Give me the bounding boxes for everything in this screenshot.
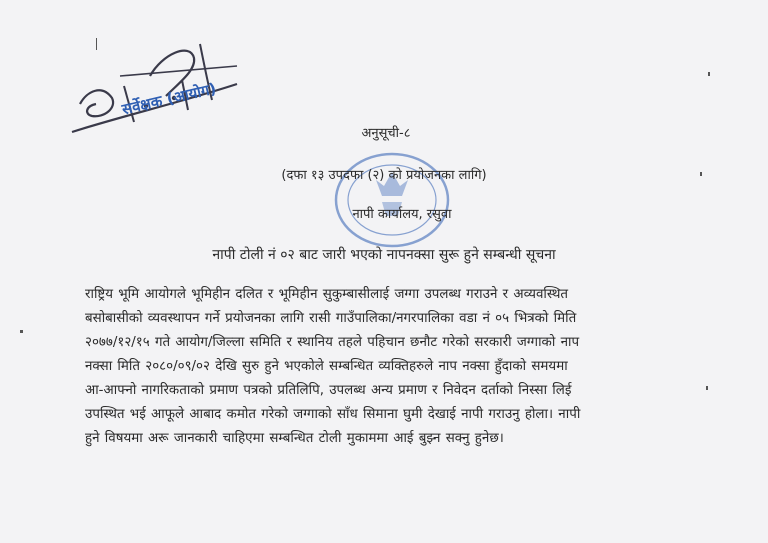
signatory-label: सर्वेक्षक (आयोग) bbox=[120, 79, 218, 119]
notice-body bbox=[85, 283, 685, 451]
scan-speck bbox=[96, 38, 97, 50]
body-line: २०७७/१२/१५ गते आयोग/जिल्ला समिति र स्थानिय तहले पहिचान छनौट गरेको सरकारी जग्गाको नाप bbox=[85, 335, 580, 350]
scan-speck bbox=[700, 172, 702, 176]
body-line: आ-आफ्नो नागरिकताको प्रमाण पत्रको प्रतिलिपि, उपलब्ध अन्य प्रमाण र निवेदन दर्ताको निस्सा लिई bbox=[85, 383, 572, 398]
notice-heading: नापी टोली नं ०२ बाट जारी भएको नापनक्सा सुरू हुने सम्बन्धी सूचना bbox=[212, 247, 556, 263]
body-line: राष्ट्रिय भूमि आयोगले भूमिहीन दलित र भूमिहीन सुकुम्बासीलाई जग्गा उपलब्ध गराउने र अव्यवस्थित bbox=[85, 287, 569, 302]
scan-speck bbox=[20, 330, 23, 333]
body-line: उपस्थित भई आफूले आबाद कमोत गरेको जग्गाको साँध सिमाना घुमी देखाई नापी गराउनु होला। नापी bbox=[85, 407, 581, 422]
body-line: हुने विषयमा अरू जानकारी चाहिएमा सम्बन्धित टोली मुकाममा आई बुझ्न सक्नु हुनेछ। bbox=[85, 431, 504, 446]
body-line: नक्सा मिति २०८०/०९/०२ देखि सुरु हुने भएकोले सम्बन्धित व्यक्तिहरुले नाप नक्सा हुँदाको समयमा bbox=[85, 359, 568, 374]
scan-speck bbox=[706, 386, 708, 390]
scan-speck bbox=[708, 72, 710, 76]
body-line: बसोबासीको व्यवस्थापन गर्ने प्रयोजनका लागि रासी गाउँपालिका/नगरपालिका वडा नं ०५ भित्रको मिति bbox=[85, 311, 577, 326]
section-reference: (दफा १३ उपदफा (२) को प्रयोजनका लागि) bbox=[281, 168, 487, 183]
office-name: नापी कार्यालय, रसुवा bbox=[352, 207, 452, 222]
schedule-label: अनुसूची-८ bbox=[361, 126, 411, 141]
